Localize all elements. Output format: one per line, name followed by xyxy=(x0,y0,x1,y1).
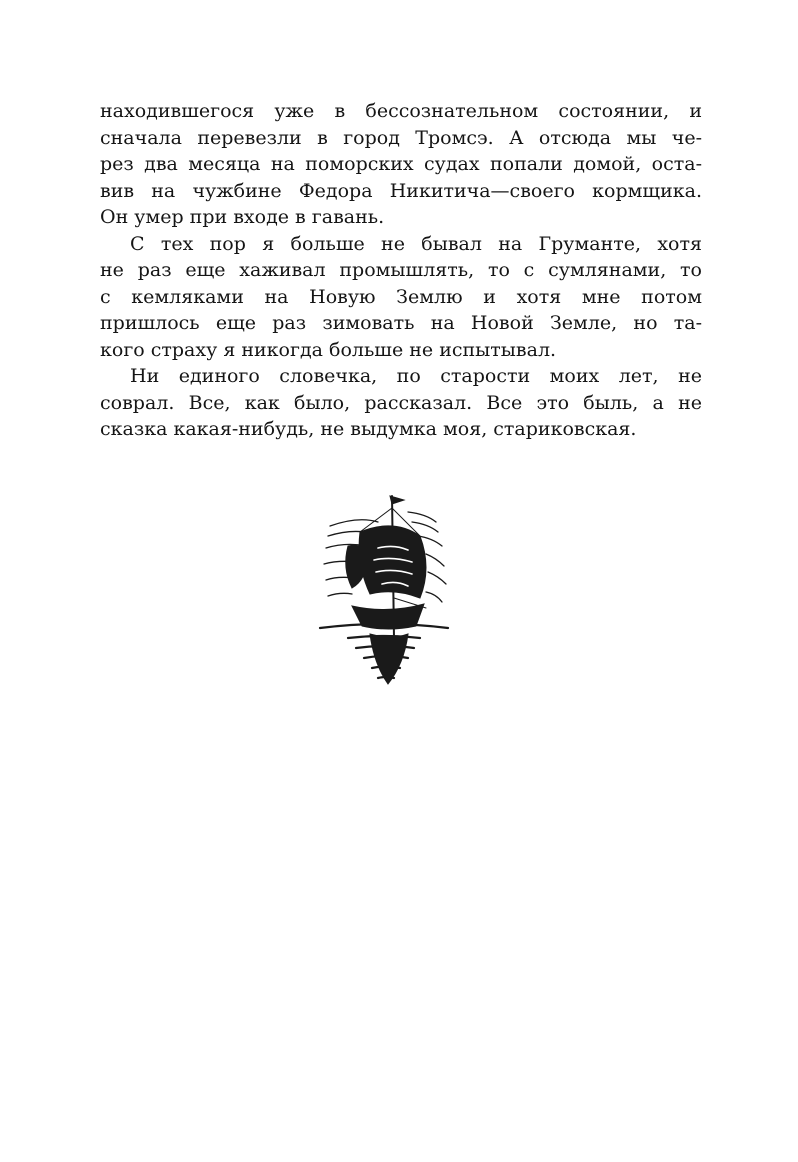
text-line: Ни единого словечка, по старости моих лет, не xyxy=(130,365,702,387)
sailing-ship-vignette-icon xyxy=(308,488,458,688)
text-line: пришлось еще раз зимовать на Новой Земле, но та- xyxy=(100,312,702,334)
text-line: рез два месяца на поморских судах попали домой, оста- xyxy=(100,153,702,175)
sail-reflection-mark xyxy=(370,634,408,684)
main-sail-mark xyxy=(359,526,426,598)
text-line: С тех пор я больше не бывал на Груманте, хотя xyxy=(130,232,702,255)
text-line: Он умер при входе в гавань. xyxy=(100,206,385,228)
text-line: находившегося уже в бессознательном состоянии, и xyxy=(100,100,702,122)
body-text xyxy=(100,98,702,443)
text-line: кого страху я никогда больше не испытывал. xyxy=(100,338,557,361)
text-line: сказка какая-нибудь, не выдумка моя, стариковская. xyxy=(100,418,637,440)
text-line: с кемляками на Новую Землю и хотя мне потом xyxy=(100,285,702,308)
text-line: вив на чужбине Федора Никитича—своего кормщика. xyxy=(100,179,702,202)
text-line: сначала перевезли в город Тромсэ. А отсюда мы че- xyxy=(100,126,702,149)
text-line: соврал. Все, как было, рассказал. Все это быль, а не xyxy=(100,391,702,414)
text-line: не раз еще хаживал промышлять, то с сумлянами, то xyxy=(100,259,702,281)
